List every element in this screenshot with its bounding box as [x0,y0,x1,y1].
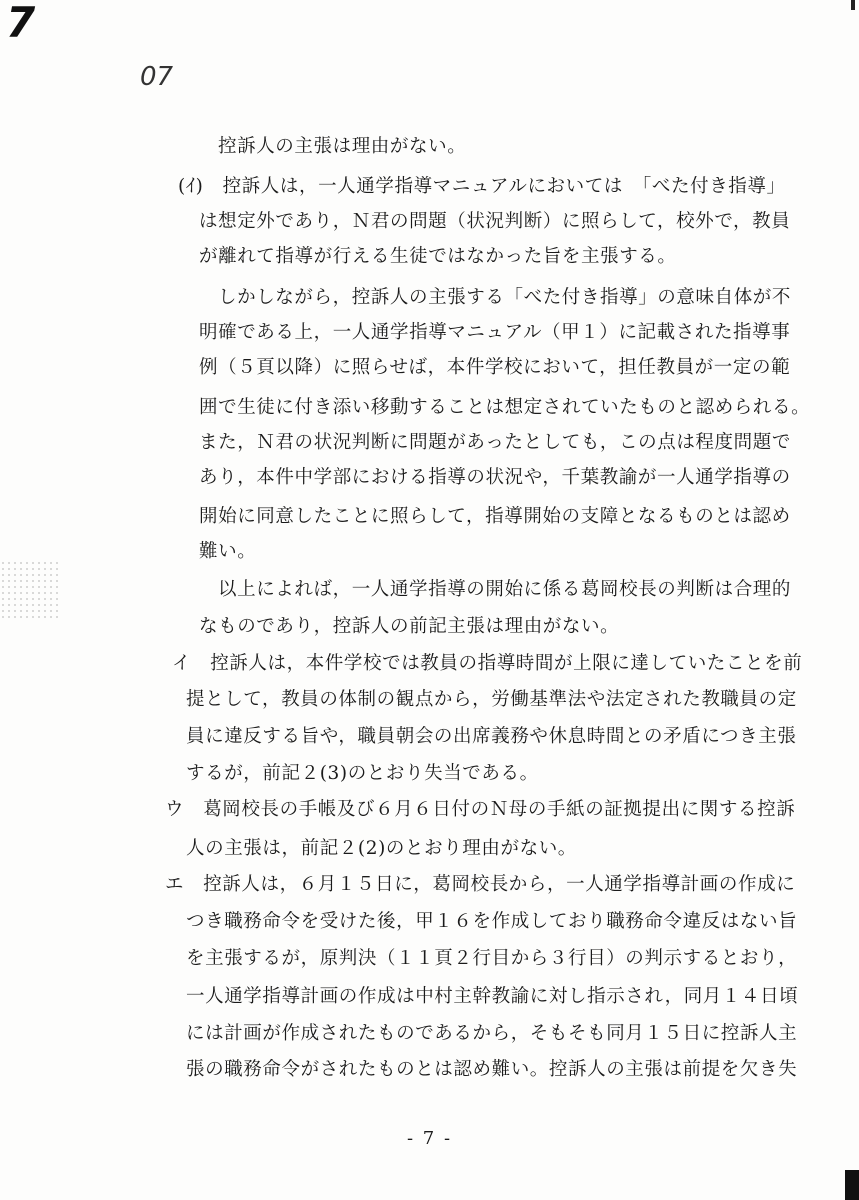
body-line: しかしながら，控訴人の主張する「べた付き指導」の意味自体が不 [218,287,792,308]
scan-artifact [845,1170,859,1200]
body-line: なものであり，控訴人の前記主張は理由がない。 [199,616,620,637]
body-line: 明確である上，一人通学指導マニュアル（甲１）に記載された指導事 [199,322,791,343]
body-line: イ 控訴人は，本件学校では教員の指導時間が上限に達していたことを前 [172,653,803,674]
body-line: 囲で生徒に付き添い移動することは想定されていたものと認められる。 [199,397,811,418]
body-line: 開始に同意したことに照らして，指導開始の支障となるものとは認め [199,506,791,527]
body-line: 一人通学指導計画の作成は中村主幹教諭に対し指示され，同月１４日頃 [186,986,799,1007]
body-line: が離れて指導が行える生徒ではなかった旨を主張する。 [199,246,677,267]
body-line: 以上によれば，一人通学指導の開始に係る葛岡校長の判断は合理的 [218,579,792,600]
body-line: を主張するが，原判決（１１頁２行目から３行目）の判示するとおり， [186,948,798,969]
handwritten-page-number: 7 [6,0,36,47]
body-line: するが，前記２(3)のとおり失当である。 [186,763,539,784]
page-number: - 7 - [406,1128,453,1149]
body-line: つき職務命令を受けた後，甲１６を作成しており職務命令違反はない旨 [186,911,798,932]
body-line: 難い。 [199,541,257,562]
body-line: また，Ｎ君の状況判断に問題があったとしても，この点は程度問題で [199,432,791,453]
body-line: には計画が作成されたものであるから，そもそも同月１５日に控訴人主 [186,1023,798,1044]
body-line: エ 控訴人は，６月１５日に，葛岡校長から，一人通学指導計画の作成に [165,874,796,895]
body-line: あり，本件中学部における指導の状況や，千葉教諭が一人通学指導の [199,467,791,488]
body-line: 員に違反する旨や，職員朝会の出席義務や休息時間との矛盾につき主張 [186,726,797,747]
body-line: 人の主張は，前記２(2)のとおり理由がない。 [186,838,577,859]
body-line: 提として，教員の体制の観点から，労働基準法や法定された教職員の定 [186,689,797,710]
scan-artifact [851,0,855,10]
body-line: 張の職務命令がされたものとは認め難い。控訴人の主張は前提を欠き失 [186,1059,798,1080]
body-line: (ｲ) 控訴人は，一人通学指導マニュアルにおいては 「べた付き指導」 [178,176,786,197]
scan-artifact [0,560,60,620]
handwritten-sub-number: 07 [140,62,174,92]
body-line: は想定外であり，Ｎ君の問題（状況判断）に照らして，校外で，教員 [199,211,791,232]
body-line: 控訴人の主張は理由がない。 [218,136,467,157]
body-line: 例（５頁以降）に照らせば，本件学校において，担任教員が一定の範 [199,357,791,378]
body-line: ウ 葛岡校長の手帳及び６月６日付のＮ母の手紙の証拠提出に関する控訴 [165,799,796,820]
